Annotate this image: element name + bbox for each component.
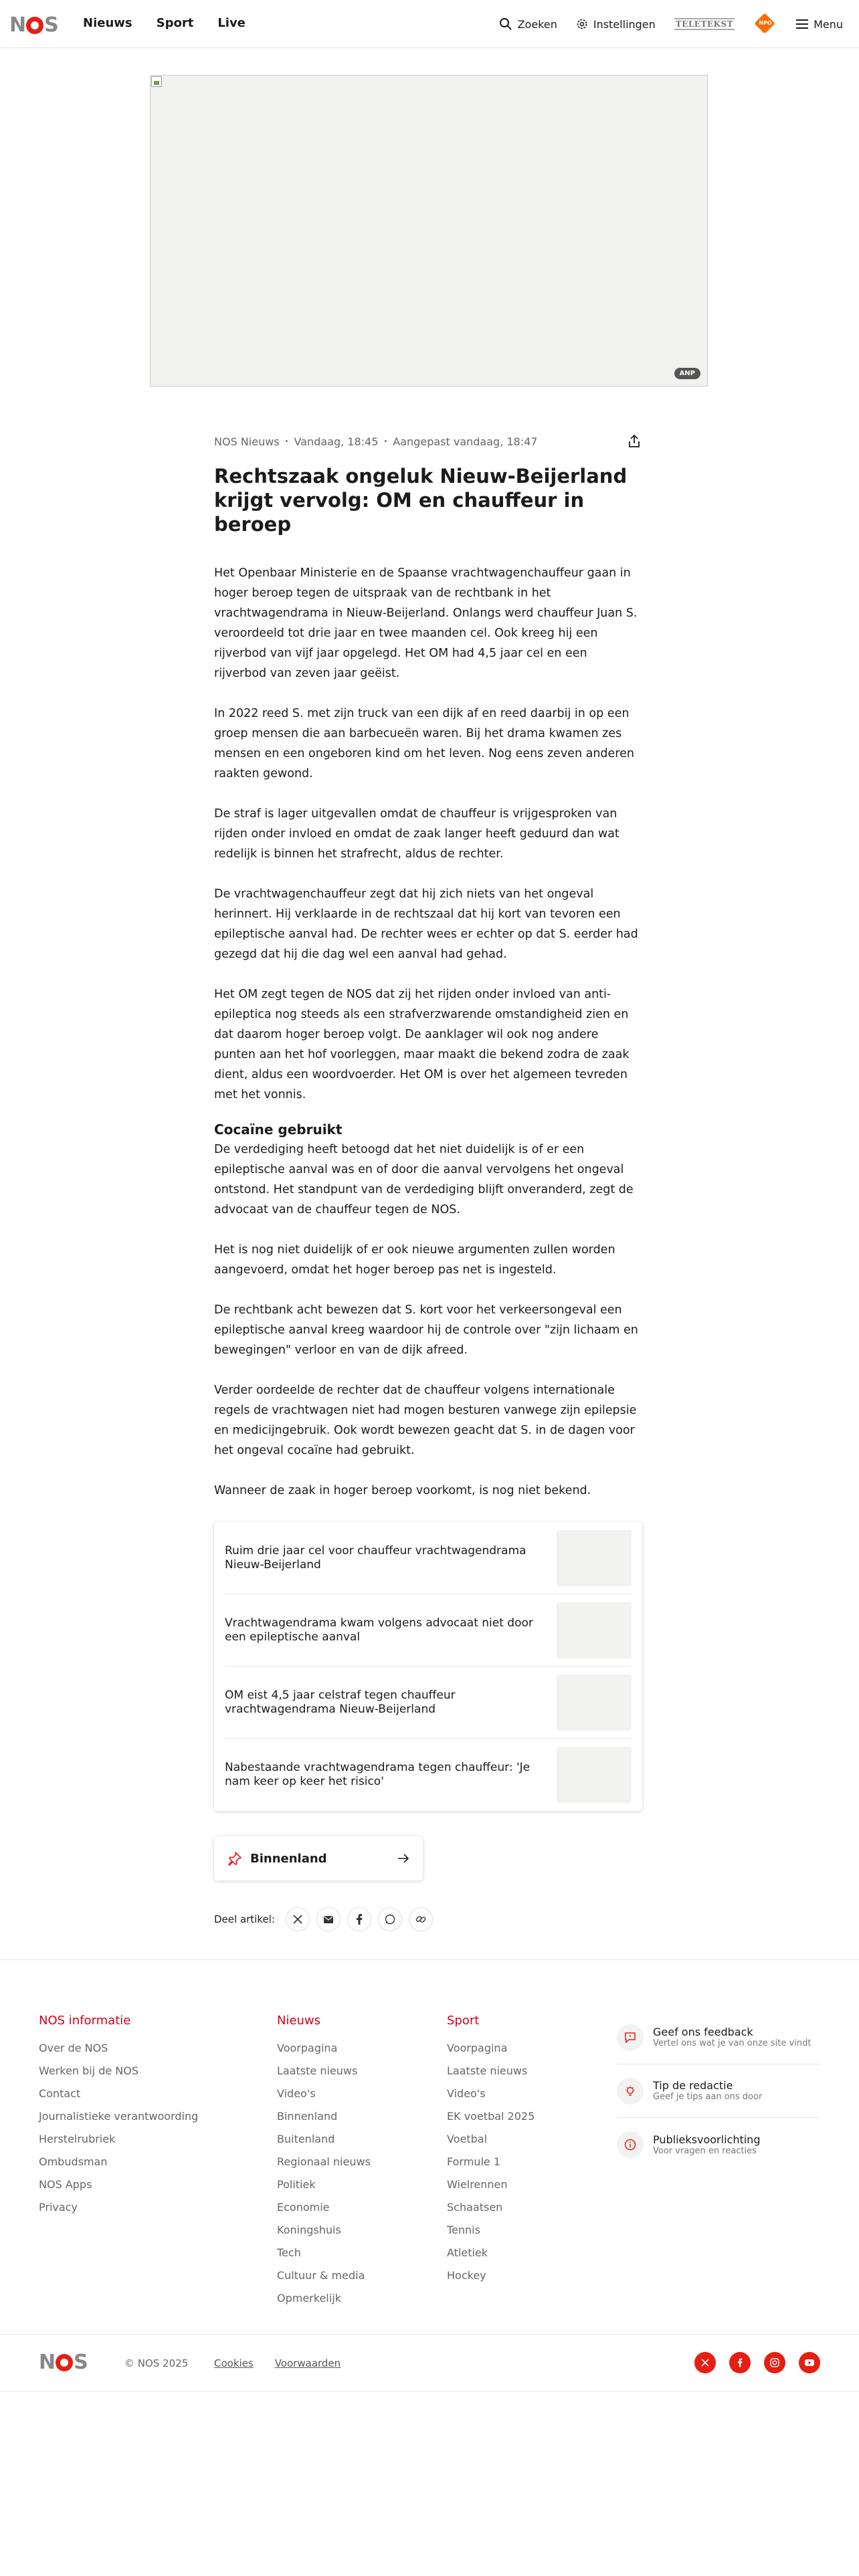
footer-bottom-bar (0, 2334, 859, 2391)
article-paragraph: In 2022 reed S. met zijn truck van een dijk af en reed daarbij in op een groep mensen die aan barbecueën waren. Bij het drama kwamen zes mensen en een ongeboren kind om het leven. Nog eens zeven anderen raakten gewond. (214, 707, 634, 780)
related-article-thumbnail (557, 1530, 632, 1586)
article-published: Vandaag, 18:45 (294, 435, 379, 448)
copyright: © NOS 2025 (124, 2357, 189, 2369)
site-header (0, 0, 859, 48)
footer-link[interactable]: Regionaal nieuws (277, 2155, 371, 2168)
info-icon (617, 2131, 644, 2158)
footer-link[interactable]: Laatste nieuws (447, 2064, 528, 2077)
related-article-title: OM eist 4,5 jaar celstraf tegen chauffeur vrachtwagendrama Nieuw-Beijerland (225, 1688, 456, 1716)
menu-button[interactable] (796, 18, 843, 31)
article-paragraph: De vrachtwagenchauffeur zegt dat hij zich niets van het ongeval herinnert. Hij verklaarde in de rechtszaal dat hij kort van tevoren een epileptische aanval had. De rechter wees er echter op dat S. eerder had gezegd dat hij die dag wel een aanval had gehad. (214, 887, 638, 961)
card-subtitle: Vertel ons wat je van onze site vindt (653, 2038, 812, 2048)
footer-nos-logo[interactable]: N S (39, 2351, 88, 2374)
footer-link[interactable]: Ombudsman (39, 2155, 108, 2168)
menu-label: Menu (814, 17, 843, 31)
facebook-social-icon[interactable] (729, 2352, 751, 2373)
footer-link[interactable]: Wielrennen (447, 2178, 508, 2191)
footer-link[interactable]: Buitenland (277, 2133, 335, 2145)
article-paragraph: De verdediging heeft betoogd dat het niet duidelijk is of er een epileptische aanval was en of door die aanval vervolgens het ongeval ontstond. Het standpunt van de verdediging blijft onveranderd, zegt de advocaat van de chauffeur tegen de NOS. (214, 1143, 634, 1216)
search-button[interactable] (499, 17, 557, 31)
article-paragraph: Het is nog niet duidelijk of er ook nieuwe argumenten zullen worden aangevoerd, omdat het hoger beroep pas net is ingesteld. (214, 1243, 615, 1277)
footer-link[interactable]: Over de NOS (39, 2042, 108, 2054)
share-x-button[interactable] (286, 1907, 310, 1931)
mail-icon (324, 1916, 333, 1923)
related-article-title: Vrachtwagendrama kwam volgens advocaat niet door een epileptische aanval (225, 1616, 533, 1644)
youtube-social-icon[interactable] (799, 2352, 820, 2373)
share-whatsapp-button[interactable] (378, 1907, 402, 1931)
feedback-card[interactable] (617, 2011, 819, 2064)
related-article-thumbnail (557, 1747, 632, 1803)
nav-item-live[interactable]: Live (217, 16, 246, 30)
share-facebook-button[interactable] (347, 1907, 371, 1931)
x-icon (293, 1915, 302, 1924)
related-articles (214, 1522, 642, 1811)
share-label: Deel artikel: (214, 1913, 275, 1925)
footer-link[interactable]: Tech (277, 2246, 301, 2259)
footer-link[interactable]: Koningshuis (277, 2224, 341, 2236)
footer-heading: Sport (447, 2014, 480, 2028)
article-meta (214, 435, 642, 448)
hero-image (150, 75, 708, 387)
card-subtitle: Geef je tips aan ons door (653, 2092, 763, 2102)
broken-image-icon (151, 76, 162, 87)
footer-link[interactable]: EK voetbal 2025 (447, 2110, 535, 2123)
card-subtitle: Voor vragen en reacties (653, 2145, 757, 2156)
category-link-binnenland[interactable] (214, 1836, 423, 1881)
footer-link[interactable]: Schaatsen (447, 2201, 503, 2214)
related-article[interactable] (225, 1522, 632, 1594)
lightbulb-icon (617, 2078, 644, 2105)
footer-link[interactable]: Laatste nieuws (277, 2064, 358, 2077)
photo-credit-badge: ANP (674, 368, 700, 379)
nav-item-sport[interactable]: Sport (156, 16, 194, 30)
related-article[interactable] (225, 1594, 632, 1667)
article-paragraph: De rechtbank acht bewezen dat S. kort voor het verkeersongeval een epileptische aanval kreeg waardoor hij de controle over "zijn lichaam en bewegingen" verloor en van de dijk afreed. (214, 1303, 638, 1357)
footer-link[interactable]: NOS Apps (39, 2178, 92, 2191)
header-actions (499, 13, 843, 35)
footer-link[interactable]: Voorpagina (277, 2042, 338, 2054)
article-paragraph: Het OM zegt tegen de NOS dat zij het rijden onder invloed van anti-epileptica nog steeds als een strafverzwarende omstandigheid zien en dat daarom hoger beroep volgt. De aanklager wil ook nog andere punten aan het hof voorleggen, maar maakt die bekend zodra de zaak dient, aldus een woordvoerder. Het OM is over het algemeen tevreden met het vonnis. (214, 988, 630, 1101)
main-nav (83, 16, 246, 30)
voorwaarden-link[interactable]: Voorwaarden (274, 2357, 341, 2369)
publieksvoorlichting-card[interactable] (617, 2118, 819, 2171)
npo-logo[interactable] (753, 16, 777, 32)
article-title: Rechtszaak ongeluk Nieuw-Beijerland krijgt vervolg: OM en chauffeur in beroep (214, 465, 628, 536)
footer-link[interactable]: Hockey (447, 2269, 486, 2282)
card-title: Tip de redactie (653, 2079, 733, 2092)
footer-heading: Nieuws (277, 2014, 321, 2028)
card-title: Geef ons feedback (653, 2026, 753, 2038)
related-article[interactable] (225, 1667, 632, 1739)
footer-contact-cards (617, 2011, 819, 2171)
nos-logo[interactable]: N S (9, 13, 58, 37)
footer-link[interactable]: Journalistieke verantwoording (39, 2110, 199, 2123)
related-article-title: Ruim drie jaar cel voor chauffeur vrachtwagendrama Nieuw-Beijerland (225, 1543, 527, 1572)
footer-link[interactable]: Werken bij de NOS (39, 2064, 139, 2077)
legal-links (214, 2357, 341, 2369)
footer-link[interactable]: Atletiek (447, 2246, 488, 2259)
footer-link[interactable]: Herstelrubriek (39, 2133, 116, 2145)
footer-link[interactable]: Economie (277, 2201, 330, 2214)
footer-heading: NOS informatie (39, 2014, 131, 2028)
gear-icon (576, 18, 588, 30)
feedback-icon (617, 2024, 644, 2051)
article-subheading: Cocaïne gebruikt (214, 1121, 343, 1138)
footer-link[interactable]: Tennis (447, 2224, 480, 2236)
related-article[interactable] (225, 1739, 632, 1811)
footer-link[interactable]: Formule 1 (447, 2155, 500, 2168)
cookies-link[interactable]: Cookies (214, 2357, 254, 2369)
article-paragraph: De straf is lager uitgevallen omdat de chauffeur is vrijgesproken van rijden onder invloed en omdat de zaak langer heeft geduurd dan wat redelijk is binnen het strafrecht, aldus de rechter. (214, 807, 619, 861)
nav-item-nieuws[interactable]: Nieuws (83, 16, 132, 30)
footer-link[interactable]: Politiek (277, 2178, 316, 2191)
footer-col-sport (447, 2014, 535, 2287)
facebook-icon (356, 1914, 363, 1925)
social-links (694, 2352, 820, 2373)
share-row (214, 1907, 433, 1931)
footer-link[interactable]: Binnenland (277, 2110, 338, 2123)
pin-icon (227, 1851, 242, 1866)
related-article-thumbnail (557, 1602, 632, 1658)
x-social-icon[interactable] (694, 2352, 716, 2373)
hamburger-icon (796, 19, 808, 29)
footer-link[interactable]: Video's (447, 2087, 486, 2100)
footer-col-nos-informatie (39, 2014, 198, 2219)
footer-link[interactable]: Voorpagina (447, 2042, 508, 2054)
article-updated: Aangepast vandaag, 18:47 (393, 435, 538, 448)
footer-link[interactable]: Cultuur & media (277, 2269, 365, 2282)
npo-logo-text: NPO (759, 20, 772, 26)
tip-card[interactable] (617, 2064, 819, 2118)
related-article-thumbnail (557, 1675, 632, 1731)
footer-col-nieuws (277, 2014, 371, 2310)
search-icon (499, 17, 512, 31)
share-icon[interactable] (626, 433, 642, 449)
meta-separator: • (383, 437, 388, 445)
meta-separator: • (284, 437, 289, 445)
footer-link[interactable]: Voetbal (447, 2133, 488, 2145)
footer-link[interactable]: Contact (39, 2087, 81, 2100)
footer-link[interactable]: Video's (277, 2087, 316, 2100)
search-label: Zoeken (517, 17, 557, 31)
article-paragraph: Wanneer de zaak in hoger beroep voorkomt, is nog niet bekend. (214, 1484, 591, 1497)
settings-label: Instellingen (593, 17, 656, 31)
footer (0, 1959, 859, 2334)
share-link-button[interactable] (409, 1907, 433, 1931)
teletekst-link[interactable]: TELETEKST (675, 19, 734, 29)
footer-link[interactable]: Privacy (39, 2201, 78, 2214)
article-paragraph: Het Openbaar Ministerie en de Spaanse vrachtwagenchauffeur gaan in hoger beroep tegen de uitspraak van de rechtbank in het vrachtwagendrama in Nieuw-Beijerland. Onlangs werd chauffeur Juan S. veroordeeld tot drie jaar en twee maanden cel. Ook kreeg hij een rijverbod van vijf jaar opgelegd. Het OM had 4,5 jaar cel en een rijverbod van zeven jaar geëist. (214, 566, 638, 680)
instagram-social-icon[interactable] (764, 2352, 785, 2373)
whatsapp-icon (385, 1914, 395, 1925)
article-body (214, 563, 642, 1501)
article (214, 435, 642, 1521)
article-source: NOS Nieuws (214, 435, 280, 448)
share-email-button[interactable] (316, 1907, 341, 1931)
related-article-title: Nabestaande vrachtwagendrama tegen chauffeur: 'Je nam keer op keer het risico' (225, 1761, 531, 1788)
card-title: Publieksvoorlichting (653, 2133, 761, 2146)
arrow-right-icon (397, 1854, 409, 1863)
link-icon (415, 1914, 426, 1925)
settings-button[interactable] (576, 18, 656, 31)
category-label: Binnenland (250, 1851, 327, 1866)
footer-link[interactable]: Opmerkelijk (277, 2292, 341, 2304)
article-paragraph: Verder oordeelde de rechter dat de chauffeur volgens internationale regels de vrachtwagen niet had mogen besturen vanwege zijn epilepsie en medicijngebruik. Ook wordt bewezen geacht dat S. in de dagen voor het ongeval cocaïne had gebruikt. (214, 1384, 637, 1457)
